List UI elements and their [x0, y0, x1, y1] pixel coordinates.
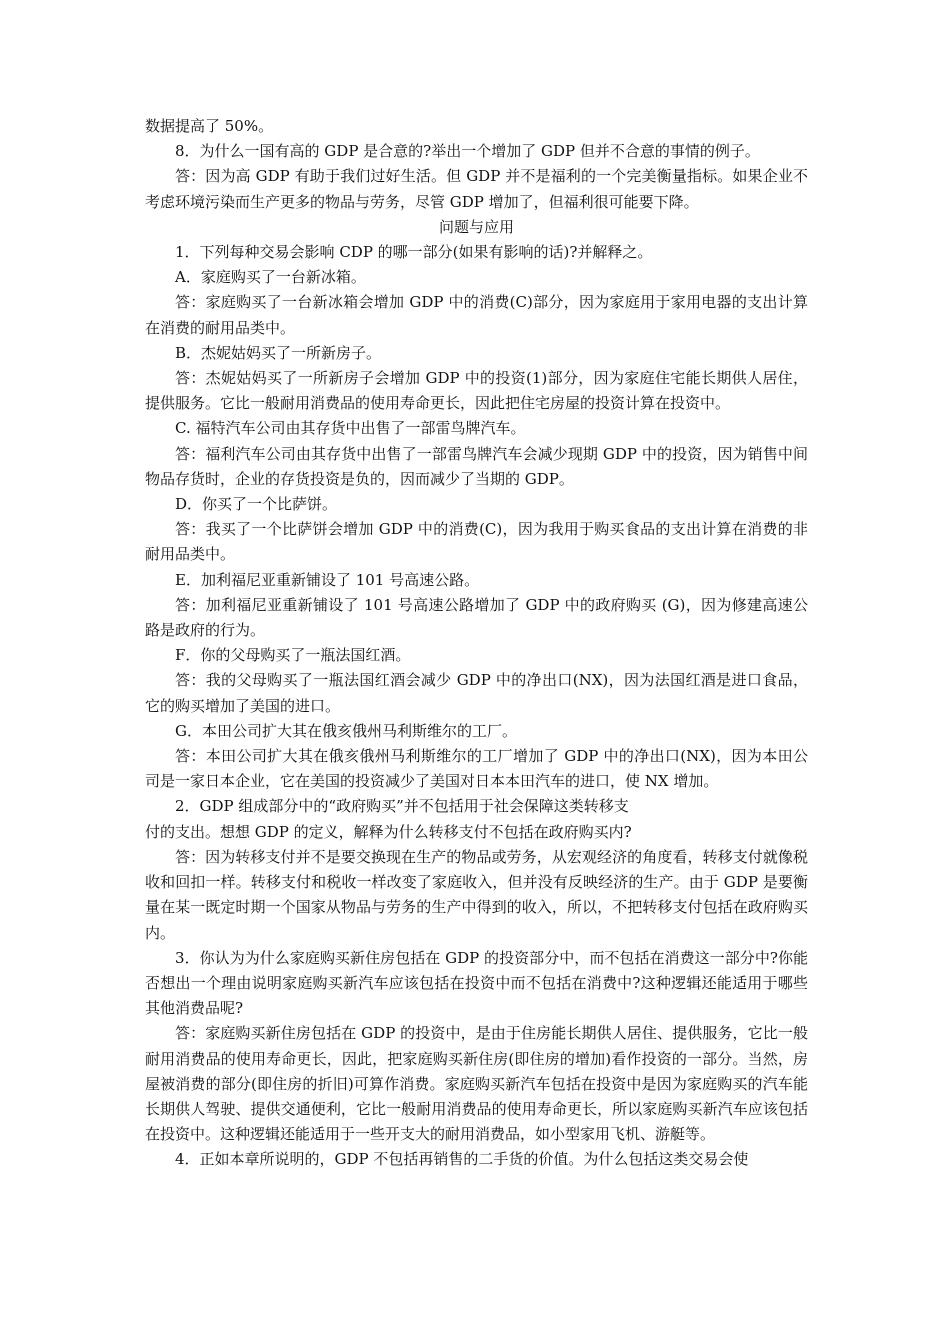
question-1: 1．下列每种交易会影响 CDP 的哪一部分(如果有影响的话)?并解释之。 — [175, 243, 653, 262]
question-4: 4．正如本章所说明的，GDP 不包括再销售的二手货的价值。为什么包括这类交易会使 — [175, 1150, 749, 1169]
answer-g: 答：本田公司扩大其在俄亥俄州马利斯维尔的工厂增加了 GDP 中的净出口(NX)，因为本田公司是一家日本企业，它在美国的投资减少了美国对日本本田汽车的进口，使 NX 增加。 — [145, 747, 808, 791]
item-e: E．加利福尼亚重新铺设了 101 号高速公路。 — [175, 570, 480, 589]
item-d: D．你买了一个比萨饼。 — [175, 495, 338, 514]
question-8: 8．为什么一国有高的 GDP 是合意的?举出一个增加了 GDP 但并不合意的事情的例子。 — [175, 142, 760, 161]
item-g: G．本田公司扩大其在俄亥俄州马利斯维尔的工厂。 — [175, 721, 517, 740]
answer-a: 答：家庭购买了一台新冰箱会增加 GDP 中的消费(C)部分，因为家庭用于家用电器的支出计算在消费的耐用品类中。 — [145, 293, 808, 337]
question-2-line2: 付的支出。想想 GDP 的定义，解释为什么转移支付不包括在政府购买内? — [145, 822, 632, 841]
item-c: C. 福特汽车公司由其存货中出售了一部雷鸟牌汽车。 — [175, 419, 526, 438]
answer-b: 答：杰妮姑妈买了一所新房子会增加 GDP 中的投资(1)部分，因为家庭住宅能长期供人居住，提供服务。它比一般耐用消费品的使用寿命更长，因此把住宅房屋的投资计算在投资中。 — [145, 369, 808, 413]
answer-3: 答：家庭购买新住房包括在 GDP 的投资中，是由于住房能长期供人居住、提供服务，它比一般耐用消费品的使用寿命更长，因此，把家庭购买新住房(即住房的增加)看作投资的一部分。当然，房屋被消费的部分(即住房的折旧)可算作消费。家庭购买新汽车包括在投资中是因为家庭购买的汽车能长期供人驾驶、提供交通便利，它比一般耐用消费品的使用寿命更长，所以家庭购买新汽车应该包括在投资中。这种逻辑还能适用于一些开支大的耐用消费品，如小型家用飞机、游艇等。 — [145, 1024, 808, 1144]
answer-f: 答：我的父母购买了一瓶法国红酒会减少 GDP 中的净出口(NX)，因为法国红酒是进口食品，它的购买增加了美国的进口。 — [145, 671, 808, 715]
answer-2: 答：因为转移支付并不是要交换现在生产的物品或劳务，从宏观经济的角度看，转移支付就像税收和回扣一样。转移支付和税收一样改变了家庭收入，但并没有反映经济的生产。由于 GDP 是要衡量在某一既定时期一个国家从物品与劳务的生产中得到的收入，所以，不把转移支付包括在政府购买内。 — [145, 847, 808, 942]
section-heading: 问题与应用 — [438, 217, 514, 236]
item-b: B．杰妮姑妈买了一所新房子。 — [175, 343, 382, 362]
answer-e: 答：加利福尼亚重新铺设了 101 号高速公路增加了 GDP 中的政府购买 (G)，因为修建高速公路是政府的行为。 — [145, 595, 808, 640]
answer-d: 答：我买了一个比萨饼会增加 GDP 中的消费(C)，因为我用于购买食品的支出计算在消费的非耐用品类中。 — [145, 520, 808, 564]
answer-c: 答：福利汽车公司由其存货中出售了一部雷鸟牌汽车会减少现期 GDP 中的投资，因为销售中间物品存货时，企业的存货投资是负的，因而减少了当期的 GDP。 — [145, 444, 808, 488]
answer-8: 答：因为高 GDP 有助于我们过好生活。但 GDP 并不是福利的一个完美衡量指标。如果企业不考虑环境污染而生产更多的物品与劳务，尽管 GDP 增加了，但福利很可能要下降。 — [145, 167, 808, 211]
question-2-line1: 2．GDP 组成部分中的“政府购买”并不包括用于社会保障这类转移支 — [175, 797, 629, 816]
item-f: F．你的父母购买了一瓶法国红酒。 — [175, 646, 411, 665]
question-3: 3．你认为为什么家庭购买新住房包括在 GDP 的投资部分中，而不包括在消费这一部分中?你能否想出一个理由说明家庭购买新汽车应该包括在投资中而不包括在消费中?这种逻辑还能适用于哪些其他消费品呢? — [145, 948, 808, 1018]
item-a: A．家庭购买了一台新冰箱。 — [175, 268, 366, 287]
paragraph-continuation: 数据提高了 50%。 — [145, 117, 274, 135]
